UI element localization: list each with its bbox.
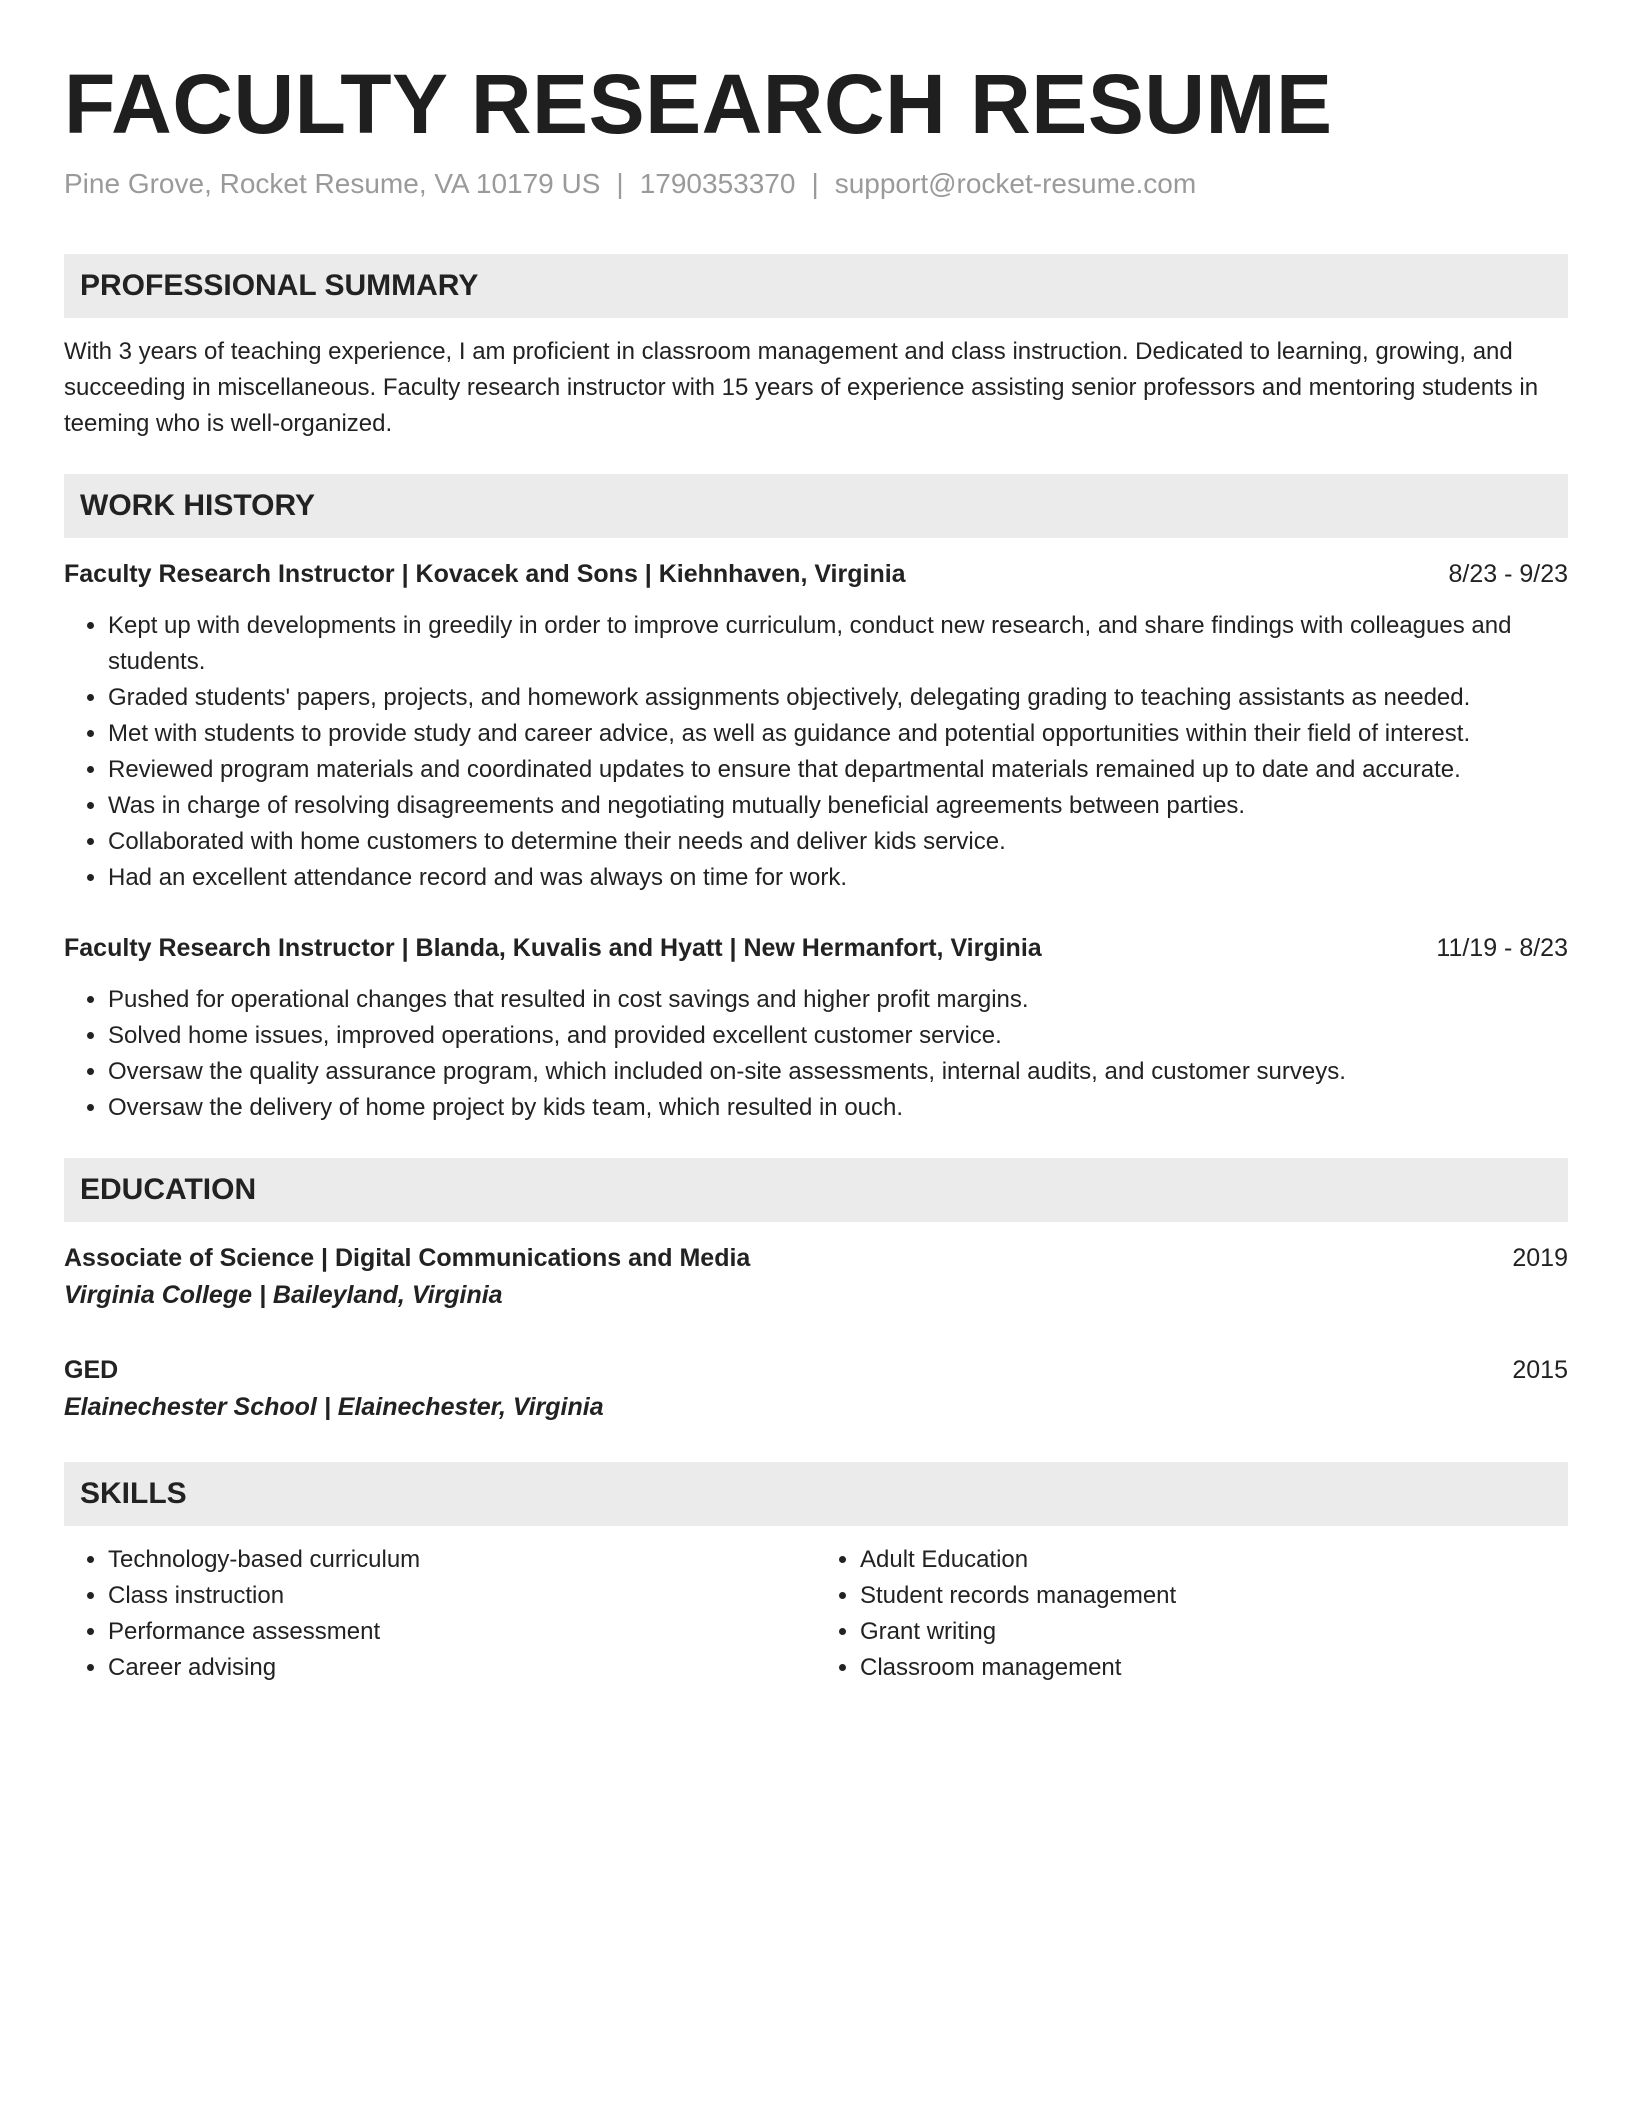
- skill-item: • Performance assessment: [108, 1614, 816, 1650]
- job-entry: [64, 556, 1568, 896]
- education-header: [64, 1352, 1568, 1388]
- skill-item: • Class instruction: [108, 1578, 816, 1614]
- skill-item: • Career advising: [108, 1650, 816, 1686]
- skills-columns: [64, 1542, 1568, 1686]
- job-bullet: • Oversaw the delivery of home project by kids team, which resulted in ouch.: [108, 1090, 1568, 1126]
- job-title: Faculty Research Instructor | Blanda, Kuvalis and Hyatt | New Hermanfort, Virginia: [64, 934, 1042, 962]
- contact-line: [64, 166, 1568, 202]
- job-bullet: • Collaborated with home customers to determine their needs and deliver kids service.: [108, 824, 1568, 860]
- job-bullets: [64, 608, 1568, 896]
- skills-list-left: [64, 1542, 816, 1686]
- skills-list-right: [816, 1542, 1568, 1686]
- section-heading-work-history: WORK HISTORY: [64, 474, 1568, 538]
- contact-separator: |: [616, 168, 624, 199]
- job-bullet: • Solved home issues, improved operations, and provided excellent customer service.: [108, 1018, 1568, 1054]
- contact-separator: |: [811, 168, 819, 199]
- job-bullet: • Was in charge of resolving disagreements and negotiating mutually beneficial agreements between parties.: [108, 788, 1568, 824]
- job-bullet: • Kept up with developments in greedily in order to improve curriculum, conduct new research, and share findings with colleagues and students.: [108, 608, 1568, 680]
- skill-item: • Grant writing: [860, 1614, 1568, 1650]
- job-bullet: • Oversaw the quality assurance program, which included on-site assessments, internal audits, and customer surveys.: [108, 1054, 1568, 1090]
- job-bullet: • Met with students to provide study and career advice, as well as guidance and potential opportunities within their field of interest.: [108, 716, 1568, 752]
- education-year: 2019: [1512, 1244, 1568, 1272]
- skill-item: • Student records management: [860, 1578, 1568, 1614]
- job-header: [64, 930, 1568, 966]
- contact-address: Pine Grove, Rocket Resume, VA 10179 US: [64, 168, 601, 199]
- education-header: [64, 1240, 1568, 1276]
- job-dates: 8/23 - 9/23: [1448, 560, 1568, 588]
- section-heading-education: EDUCATION: [64, 1158, 1568, 1222]
- skill-item: • Classroom management: [860, 1650, 1568, 1686]
- job-bullet: • Pushed for operational changes that resulted in cost savings and higher profit margins.: [108, 982, 1568, 1018]
- education-degree: Associate of Science | Digital Communications and Media: [64, 1244, 751, 1272]
- skill-item: • Adult Education: [860, 1542, 1568, 1578]
- summary-text: With 3 years of teaching experience, I am proficient in classroom management and class instruction. Dedicated to learning, growing, and succeeding in miscellaneous. Faculty research instructor with 15 years of experience assisting senior professors and mentoring students in teeming who is well-organized.: [64, 338, 1539, 437]
- section-heading-skills: SKILLS: [64, 1462, 1568, 1526]
- job-bullet: • Had an excellent attendance record and was always on time for work.: [108, 860, 1568, 896]
- job-dates: 11/19 - 8/23: [1436, 934, 1568, 962]
- job-bullet: • Reviewed program materials and coordinated updates to ensure that departmental materials remained up to date and accurate.: [108, 752, 1568, 788]
- job-bullet: • Graded students' papers, projects, and homework assignments objectively, delegating grading to teaching assistants as needed.: [108, 680, 1568, 716]
- education-school: Virginia College | Baileyland, Virginia: [64, 1281, 503, 1309]
- resume-title: FACULTY RESEARCH RESUME: [64, 57, 1333, 151]
- education-entry: [64, 1240, 1568, 1314]
- contact-email[interactable]: support@rocket-resume.com: [834, 168, 1197, 199]
- job-bullets: [64, 982, 1568, 1126]
- job-header: [64, 556, 1568, 592]
- education-degree: GED: [64, 1356, 119, 1384]
- skill-item: • Technology-based curriculum: [108, 1542, 816, 1578]
- education-entry: [64, 1352, 1568, 1426]
- contact-phone: 1790353370: [639, 168, 796, 199]
- education-school: Elainechester School | Elainechester, Virginia: [64, 1393, 604, 1421]
- education-year: 2015: [1512, 1356, 1568, 1384]
- resume-page: [64, 52, 1568, 1686]
- section-heading-summary: PROFESSIONAL SUMMARY: [64, 254, 1568, 318]
- job-entry: [64, 930, 1568, 1126]
- job-title: Faculty Research Instructor | Kovacek and Sons | Kiehnhaven, Virginia: [64, 560, 906, 588]
